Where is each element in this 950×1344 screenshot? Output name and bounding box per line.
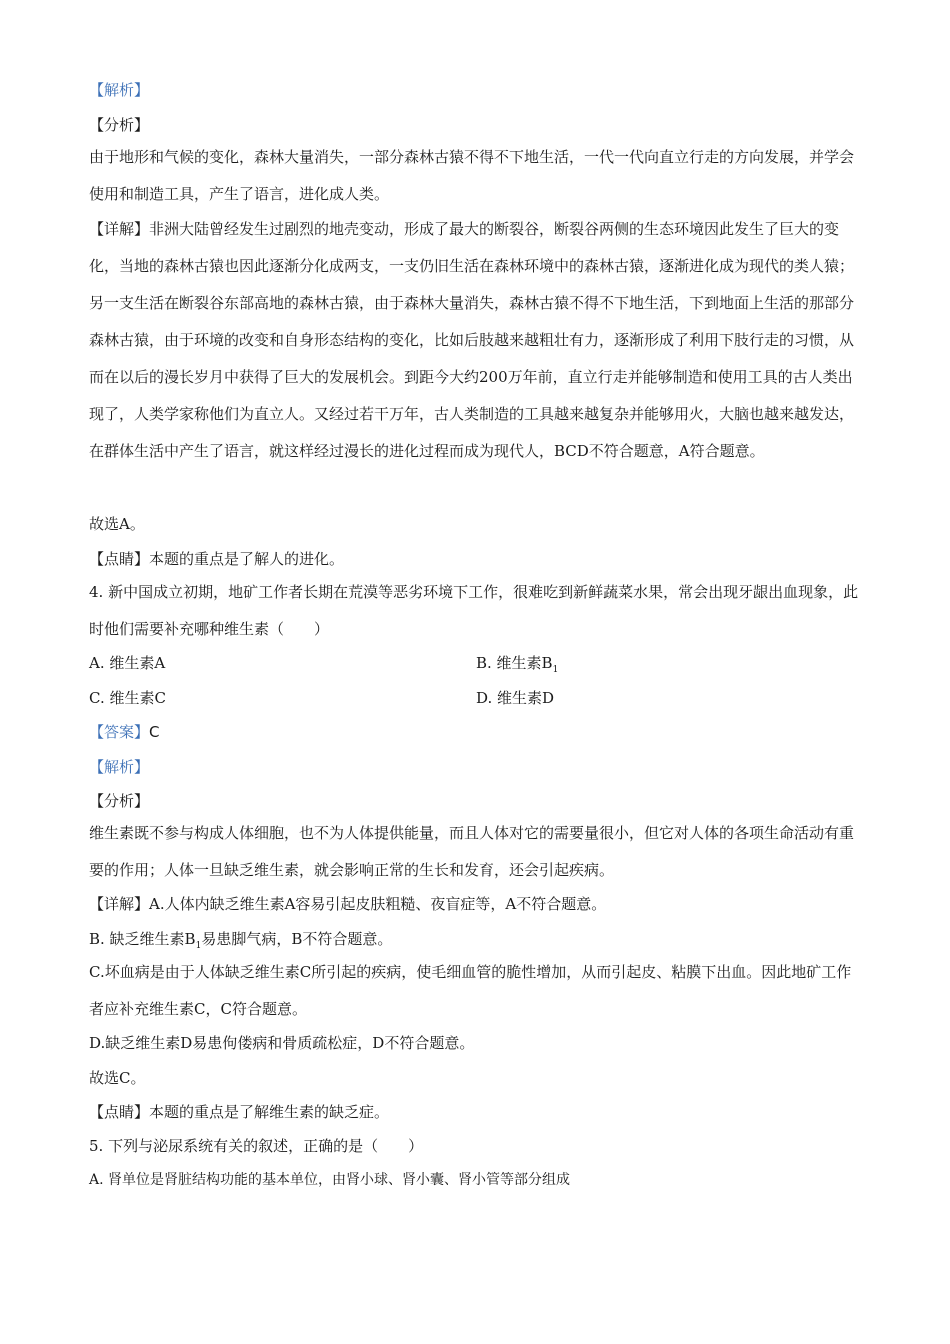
q4-xiangjie-b-pre: B. 缺乏维生素B xyxy=(89,930,196,948)
q3-xiangjie-label: 【详解】 xyxy=(89,220,150,238)
q3-choice: 故选A。 xyxy=(89,515,145,533)
q4-xiangjie-c: C.坏血病是由于人体缺乏维生素C所引起的疾病，使毛细血管的脆性增加，从而引起皮、粘膜下出血。因此地矿工作者应补充维生素C，C符合题意。 xyxy=(89,963,852,1018)
q4-choice: 故选C。 xyxy=(89,1069,146,1087)
q4-xiangjie-b-subscript: 1 xyxy=(195,941,202,951)
q4-fenxi-label: 【分析】 xyxy=(89,792,150,810)
q4-xiangjie-b xyxy=(89,929,392,956)
q4-option-d: D. 维生素D xyxy=(476,689,555,707)
q4-xiangjie-a: 【详解】A.人体内缺乏维生素A容易引起皮肤粗糙、夜盲症等，A不符合题意。 xyxy=(89,895,607,913)
q4-option-b xyxy=(476,653,558,680)
q3-fenxi-text: 由于地形和气候的变化，森林大量消失，一部分森林古猿不得不下地生活，一代一代向直立行走的方向发展，并学会使用和制造工具，产生了语言，进化成人类。 xyxy=(89,148,855,203)
q4-option-b-text: B. 维生素B xyxy=(476,654,553,672)
q4-answer xyxy=(89,722,160,742)
q4-option-a: A. 维生素A xyxy=(89,654,166,672)
q4-option-c: C. 维生素C xyxy=(89,689,166,707)
q4-xiangjie-d: D.缺乏维生素D易患佝偻病和骨质疏松症，D不符合题意。 xyxy=(89,1034,475,1052)
q4-answer-value: C xyxy=(149,723,160,741)
q3-xiangjie xyxy=(89,211,864,470)
q4-fenxi-text: 维生素既不参与构成人体细胞，也不为人体提供能量，而且人体对它的需要量很小，但它对人体的各项生命活动有重要的作用；人体一旦缺乏维生素，就会影响正常的生长和发育，还会引起疾病。 xyxy=(89,824,855,879)
q4-xiangjie-b-post: 易患脚气病，B不符合题意。 xyxy=(201,930,393,948)
q4-jiexi-label: 【解析】 xyxy=(89,758,150,776)
q4-stem: 4. 新中国成立初期，地矿工作者长期在荒漠等恶劣环境下工作，很难吃到新鲜蔬菜水果，常会出现牙龈出血现象，此时他们需要补充哪种维生素（ ） xyxy=(89,583,859,638)
q5-option-a: A. 肾单位是肾脏结构功能的基本单位，由肾小球、肾小囊、肾小管等部分组成 xyxy=(89,1172,571,1188)
q4-option-b-subscript: 1 xyxy=(552,665,559,675)
q4-answer-label: 【答案】 xyxy=(89,723,150,741)
q3-jiexi-label: 【解析】 xyxy=(89,81,150,99)
q4-dianjing: 【点睛】本题的重点是了解维生素的缺乏症。 xyxy=(89,1103,390,1121)
q3-fenxi-label: 【分析】 xyxy=(89,116,150,134)
q3-xiangjie-text: 非洲大陆曾经发生过剧烈的地壳变动，形成了最大的断裂谷，断裂谷两侧的生态环境因此发生了巨大的变化，当地的森林古猿也因此逐渐分化成两支，一支仍旧生活在森林环境中的森林古猿，逐渐进化成为现代的类人猿；另一支生活在断裂谷东部高地的森林古猿，由于森林大量消失，森林古猿不得不下地生活，下到地面上生活的那部分森林古猿，由于环境的改变和自身形态结构的变化，比如后肢越来越粗壮有力，逐渐形成了利用下肢行走的习惯，从而在以后的漫长岁月中获得了巨大的发展机会。到距今大约200万年前，直立行走并能够制造和使用工具的古人类出现了，人类学家称他们为直立人。又经过若干万年，古人类制造的工具越来越复杂并能够用火，大脑也越来越发达，在群体生活中产生了语言，就这样经过漫长的进化过程而成为现代人，BCD不符合题意，A符合题意。 xyxy=(89,220,855,460)
q5-stem: 5. 下列与泌尿系统有关的叙述，正确的是（ ） xyxy=(89,1137,424,1155)
q3-dianjing: 【点睛】本题的重点是了解人的进化。 xyxy=(89,550,345,568)
